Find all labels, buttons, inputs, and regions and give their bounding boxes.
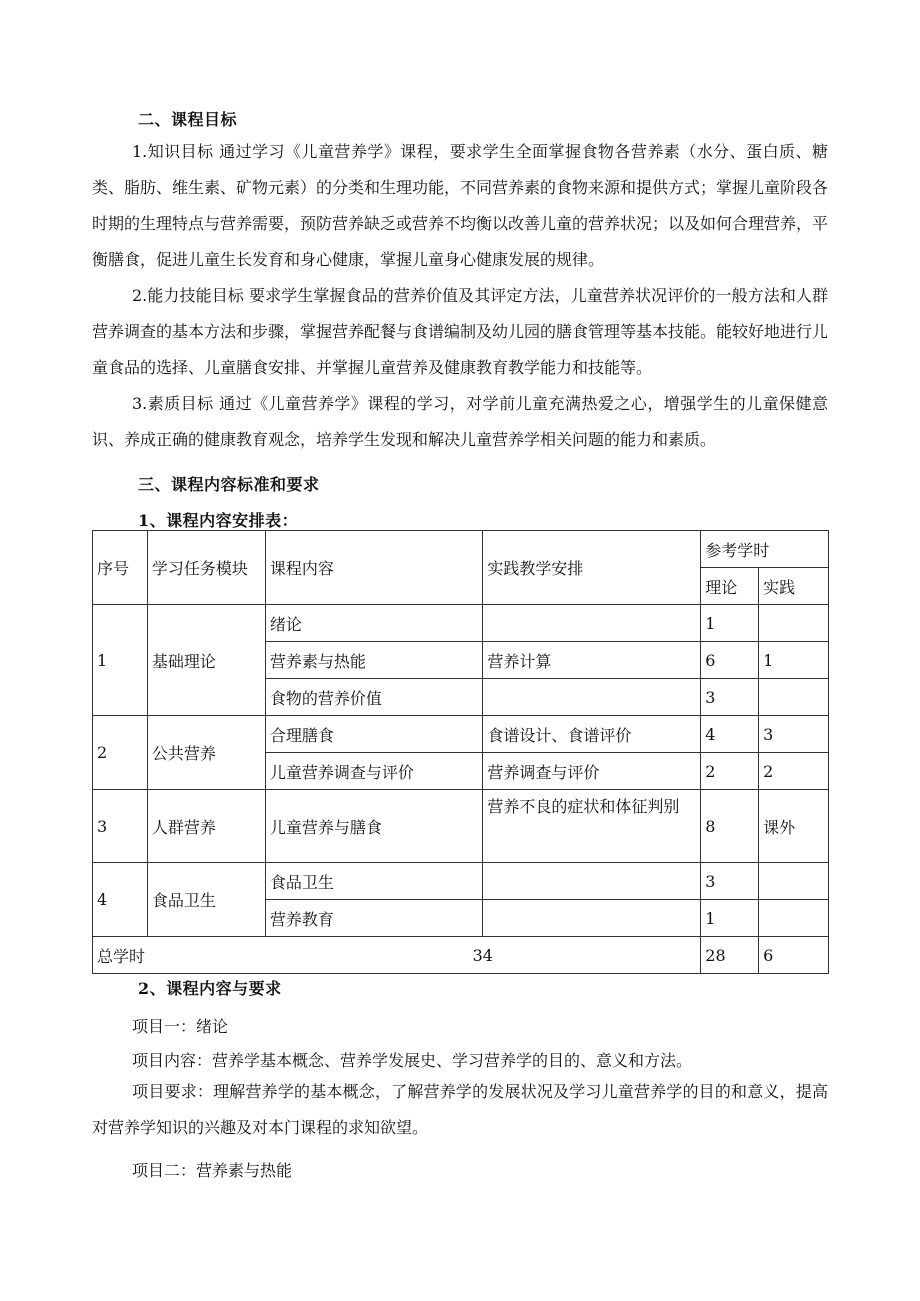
cell-practical: 3 (759, 716, 829, 753)
paragraph-text: 3.素质目标 通过《儿童营养学》课程的学习，对学前儿童充满热爱之心，增强学生的儿童保健意识、养成正确的健康教育观念，培养学生发现和解决儿童营养学相关问题的能力和素质。 (92, 394, 828, 449)
item1-title: 项目一：绪论 (132, 1017, 229, 1036)
paragraph-text: 2.能力技能目标 要求学生掌握食品的营养价值及其评定方法，儿童营养状况评价的一般方法和人群营养调查的基本方法和步骤，掌握营养配餐与食谱编制及幼儿园的膳食管理等基本技能。能较好地进行儿童食品的选择、儿童膳食安排、并掌握儿童营养及健康教育教学能力和技能等。 (92, 286, 829, 377)
cell-practice: 食谱设计、食谱评价 (483, 716, 701, 753)
cell-practical: 课外 (759, 790, 829, 863)
paragraph-text: 项目要求：理解营养学的基本概念，了解营养学的发展状况及学习儿童营养学的目的和意义，提高对营养学知识的兴趣及对本门课程的求知欲望。 (92, 1082, 828, 1137)
item1-content: 项目内容：营养学基本概念、营养学发展史、学习营养学的目的、意义和方法。 (132, 1051, 693, 1070)
cell-practical (759, 605, 829, 642)
cell-content: 合理膳食 (265, 716, 483, 753)
item1-requirements (92, 1074, 828, 1146)
cell-theory: 1 (701, 900, 759, 937)
cell-practice: 营养计算 (483, 642, 701, 679)
cell-no: 1 (93, 605, 148, 716)
cell-theory: 8 (701, 790, 759, 863)
paragraph-quality-objective (92, 386, 828, 458)
total-theory: 28 (701, 937, 759, 974)
cell-practical (759, 900, 829, 937)
section-heading-course-objectives: 二、课程目标 (138, 110, 238, 129)
total-practical: 6 (759, 937, 829, 974)
cell-practice (483, 900, 701, 937)
cell-no: 3 (93, 790, 148, 863)
item2-title: 项目二：营养素与热能 (132, 1161, 293, 1180)
cell-practice (483, 679, 701, 716)
table-header-row (93, 531, 829, 568)
section-heading-content-standards: 三、课程内容标准和要求 (138, 475, 320, 494)
subheading-content-requirements: 2、课程内容与要求 (138, 979, 282, 998)
paragraph-skill-objective (92, 278, 828, 386)
total-value: 34 (265, 937, 700, 974)
cell-practical: 2 (759, 753, 829, 790)
table-row (93, 863, 829, 900)
cell-content: 儿童营养与膳食 (265, 790, 483, 863)
cell-content: 食物的营养价值 (265, 679, 483, 716)
course-schedule-table (92, 530, 829, 974)
table-total-row (93, 937, 829, 974)
cell-practice (483, 863, 701, 900)
table-row (93, 790, 829, 863)
cell-content: 食品卫生 (265, 863, 483, 900)
cell-content: 绪论 (265, 605, 483, 642)
table-row (93, 605, 829, 642)
cell-theory: 4 (701, 716, 759, 753)
cell-no: 4 (93, 863, 148, 937)
cell-module: 公共营养 (147, 716, 265, 790)
header-no: 序号 (93, 531, 148, 605)
cell-module: 人群营养 (147, 790, 265, 863)
cell-module: 食品卫生 (147, 863, 265, 937)
table-row (93, 716, 829, 753)
cell-content: 营养教育 (265, 900, 483, 937)
header-practical: 实践 (759, 568, 829, 605)
cell-content: 儿童营养调查与评价 (265, 753, 483, 790)
subheading-schedule-table: 1、课程内容安排表： (138, 511, 299, 530)
cell-practical (759, 863, 829, 900)
cell-theory: 2 (701, 753, 759, 790)
cell-theory: 3 (701, 679, 759, 716)
cell-theory: 1 (701, 605, 759, 642)
cell-module: 基础理论 (147, 605, 265, 716)
paragraph-text: 1.知识目标 通过学习《儿童营养学》课程，要求学生全面掌握食物各营养素（水分、蛋白质、糖类、脂肪、维生素、矿物元素）的分类和生理功能，不同营养素的食物来源和提供方式；掌握儿童阶段各时期的生理特点与营养需要，预防营养缺乏或营养不均衡以改善儿童的营养状况；以及如何合理营养，平衡膳食，促进儿童生长发育和身心健康，掌握儿童身心健康发展的规律。 (92, 142, 829, 269)
cell-practical (759, 679, 829, 716)
paragraph-knowledge-objective (92, 134, 828, 278)
cell-practical: 1 (759, 642, 829, 679)
header-content: 课程内容 (265, 531, 483, 605)
cell-practice: 营养调查与评价 (483, 753, 701, 790)
header-theory: 理论 (701, 568, 759, 605)
total-label: 总学时 (93, 937, 266, 974)
cell-theory: 3 (701, 863, 759, 900)
cell-theory: 6 (701, 642, 759, 679)
header-module: 学习任务模块 (147, 531, 265, 605)
header-hours: 参考学时 (701, 531, 829, 568)
cell-no: 2 (93, 716, 148, 790)
cell-practice: 营养不良的症状和体征判别 (483, 790, 701, 863)
header-practice: 实践教学安排 (483, 531, 701, 605)
cell-content: 营养素与热能 (265, 642, 483, 679)
cell-practice (483, 605, 701, 642)
